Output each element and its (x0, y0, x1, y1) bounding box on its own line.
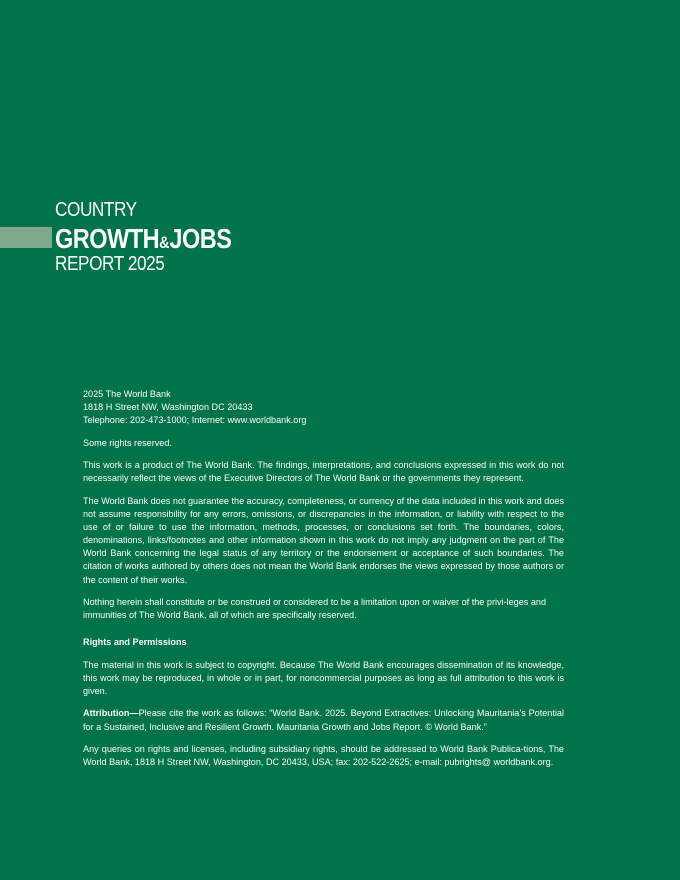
title-accent-bar (0, 227, 52, 248)
rights-text: The material in this work is subject to copyright. Because The World Bank encourages dissemination of its knowledge, this work may be reproduced, in whole or in part, for noncommercial purposes as long as full attribution to this work is given. (83, 659, 564, 696)
copyright-page-text (83, 388, 564, 779)
publisher-street: 1818 H Street NW, Washington DC 20433 (83, 402, 253, 413)
attribution-label: Attribution— (83, 708, 139, 719)
title-ampersand: & (159, 233, 170, 252)
disclaimer-views: This work is a product of The World Bank. The findings, interpretations, and conclusions expressed in this work do not necessarily reflect the views of the Executive Directors of The World Bank or the governments they represent. (83, 460, 564, 484)
publisher-name: 2025 The World Bank (83, 389, 171, 399)
rights-heading: Rights and Permissions (83, 637, 187, 648)
attribution-paragraph (83, 707, 564, 733)
title-growth-jobs (55, 224, 231, 254)
title-growth: GROWTH (55, 223, 160, 254)
rights-reserved: Some rights reserved. (83, 437, 172, 448)
publisher-contact: Telephone: 202-473-1000; Internet: www.worldbank.org (83, 415, 307, 426)
title-country: COUNTRY (55, 199, 137, 221)
title-report-year: REPORT 2025 (55, 253, 165, 275)
publisher-address (83, 388, 564, 427)
queries-paragraph: Any queries on rights and licenses, including subsidiary rights, should be addressed to World Bank Publica-tions, The World Bank, 1818 H Street NW, Washington, DC 20433, USA; fax: 202-522-2625; e-mail: pubrights@ worldbank.org. (83, 744, 564, 768)
title-jobs: JOBS (169, 223, 232, 254)
attribution-text: Please cite the work as follows: “World Bank. 2025. Beyond Extractives: Unlocking Mauritania’s Potential for a Sustained, Inclusive and Resilient Growth. Mauritania Growth and Jobs Report. © World Bank.” (83, 708, 564, 732)
disclaimer-accuracy: The World Bank does not guarantee the accuracy, completeness, or currency of the data included in this work and does not assume responsibility for any errors, omissions, or discrepancies in the information, or liability with respect to the use of or failure to use the information, methods, processes, or conclusions set forth. The boundaries, colors, denominations, links/footnotes and other information shown in this work do not imply any judgment on the part of The World Bank concerning the legal status of any territory or the endorsement or acceptance of such boundaries. The citation of works authored by others does not mean the World Bank endorses the views expressed by those authors or the content of their works. (83, 495, 564, 585)
report-title (55, 200, 265, 274)
disclaimer-immunities: Nothing herein shall constitute or be construed or considered to be a limitation upon or waiver of the privi-leges and immunities of The World Bank, all of which are specifically reserved. (83, 596, 547, 621)
